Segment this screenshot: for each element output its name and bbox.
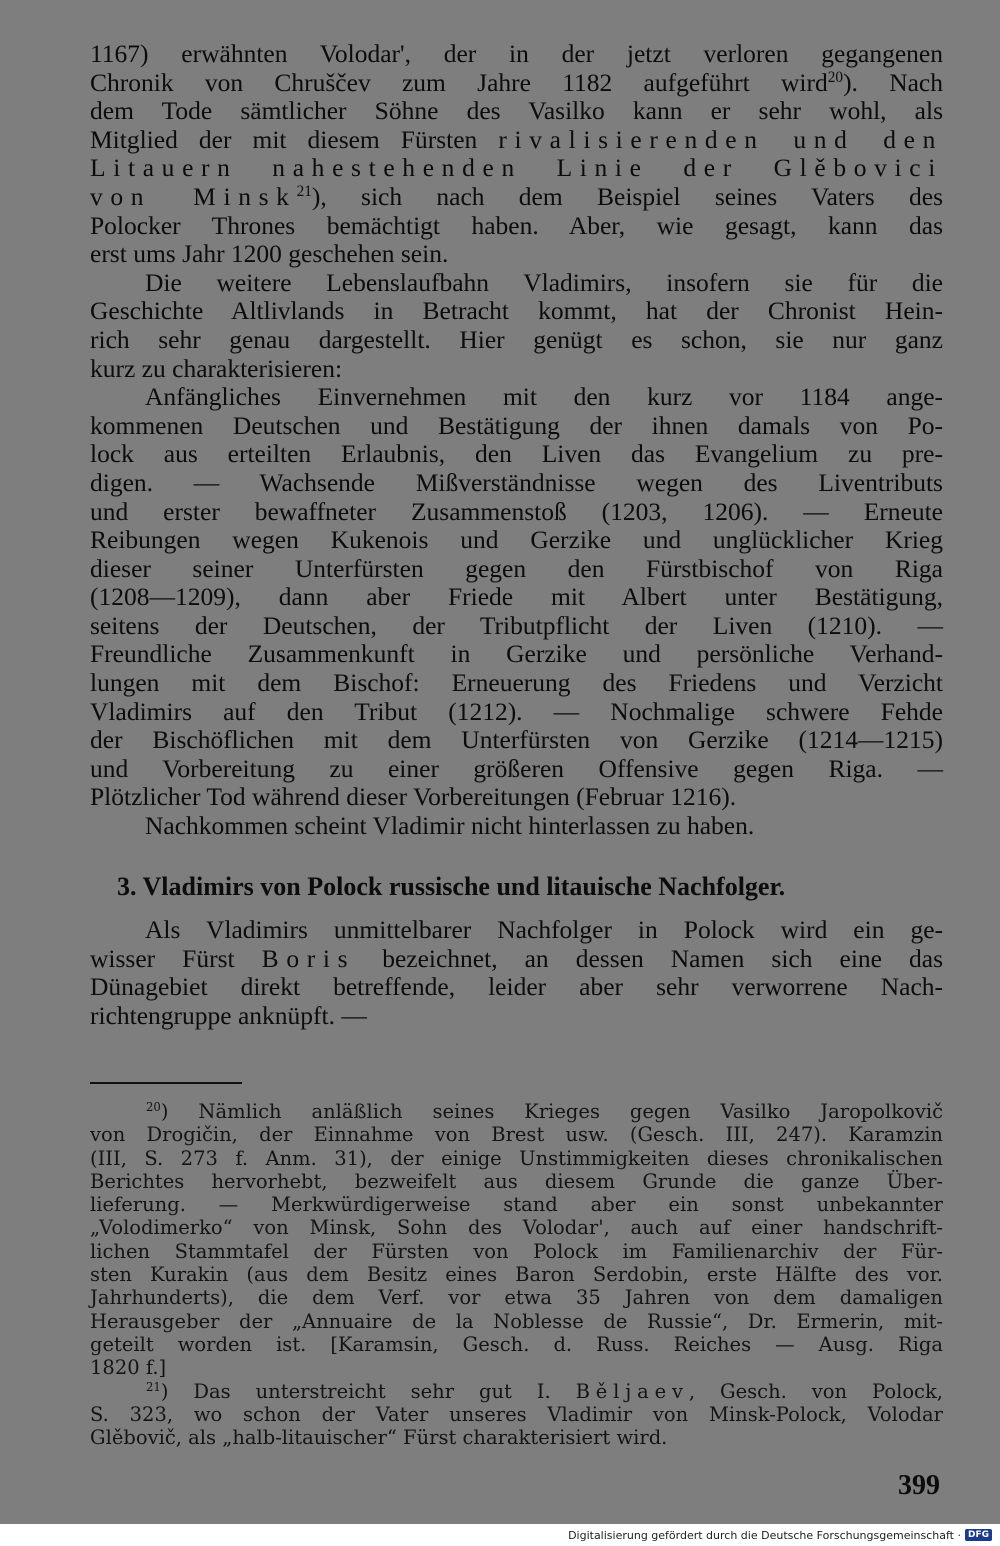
text-line: Berichtes hervorhebt, bezweifelt aus diesem Grunde die ganze Über- [90,1169,943,1193]
text-line: Glěbovič, als „halb-litauischer“ Fürst charakterisiert wird. [90,1426,668,1450]
footnote-divider [90,1082,242,1084]
text-line: der Bischöflichen mit dem Unterfürsten von Gerzike (1214—1215) [90,725,943,755]
page-number: 399 [898,1470,940,1501]
text-line: Dünagebiet direkt betreffende, leider aber sehr verworrene Nach- [90,972,943,1002]
text-line: wisser Fürst Boris bezeichnet, an dessen Namen sich eine das [90,943,943,973]
text-line: sten Kurakin (aus dem Besitz eines Baron Serdobin, erste Hälfte des vor. [90,1263,943,1287]
text-line: dem Tode sämtlicher Söhne des Vasilko kann er sehr wohl, als [90,96,943,126]
text-line: kurz zu charakterisieren: [90,353,343,383]
text-line: von Drogičin, der Einnahme von Brest usw. (Gesch. III, 247). Karamzin [90,1123,943,1147]
text-line: von Minsk$^{21}$), sich nach dem Beispiel seines Vaters des [90,181,943,211]
text-line: Litauern nahestehenden Linie der Glěbovici [90,153,943,183]
text-line: 1820 f.] [90,1356,167,1380]
credit-text: Digitalisierung gefördert durch die Deutsche Forschungsgemeinschaft · [568,1528,961,1542]
text-line: richtengruppe anknüpft. — [90,1000,367,1030]
text-line: Geschichte Altlivlands in Betracht kommt, hat der Chronist Hein- [90,296,943,326]
text-line: Plötzlicher Tod während dieser Vorbereitungen (Februar 1216). [90,782,737,812]
paragraph-4 [90,812,943,841]
footnote-20: $^{20}$) Nämlich anläßlich seines Krieges gegen Vasilko Jaropolkovič [146,1099,944,1123]
text-line: S. 323, wo schon der Vater unseres Vladimir von Minsk-Polock, Volodar [90,1402,943,1426]
text-line: Freundliche Zusammenkunft in Gerzike und persönliche Verhand- [90,639,943,669]
text-line: Jahrhunderts), die dem Verf. vor etwa 35 Jahren von dem damaligen [90,1286,943,1310]
digitization-credit [0,1524,1000,1546]
text-line: seitens der Deutschen, der Tributpflicht der Liven (1210). — [90,610,943,640]
section-heading: 3. Vladimirs von Polock russische und litauische Nachfolger. [117,872,786,901]
text-line: erst ums Jahr 1200 geschehen sein. [90,239,449,269]
paragraph-5 [90,916,943,1030]
text-line: Vladimirs auf den Tribut (1212). — Nochmalige schwere Fehde [90,696,943,726]
text-line: Herausgeber der „Annuaire de la Noblesse de Russie“, Dr. Ermerin, mit- [90,1309,943,1333]
footnote-mark-21: 21 [146,1379,161,1394]
paragraph-3 [90,383,943,812]
paragraph-2 [90,269,943,383]
footnotes [90,1100,943,1449]
paragraph-1 [90,40,943,269]
footnote-ref-20[interactable]: 20 [827,68,844,86]
text-line: geteilt worden ist. [Karamsin, Gesch. d. Russ. Reiches — Ausg. Riga [90,1332,943,1356]
footnote-mark-20: 20 [146,1099,161,1114]
text-line: lichen Stammtafel der Fürsten von Polock im Familienarchiv der Für- [90,1239,943,1263]
text-line: digen. — Wachsende Mißverständnisse wegen des Liventributs [90,467,943,497]
text-line: (1208—1209), dann aber Friede mit Albert unter Bestätigung, [90,582,943,612]
text-line: Die weitere Lebenslaufbahn Vladimirs, insofern sie für die [145,267,943,297]
text-line: rich sehr genau dargestellt. Hier genügt es schon, sie nur ganz [90,324,943,354]
text-line: (III, S. 273 f. Anm. 31), der einige Unstimmigkeiten dieses chronikalischen [90,1146,943,1170]
text-line: lungen mit dem Bischof: Erneuerung des Friedens und Verzicht [90,668,943,698]
footnote-21: $^{21}$) Das unterstreicht sehr gut I. Běljaev, Gesch. von Polock, [146,1379,943,1403]
dfg-logo: DFG [965,1529,992,1541]
text-line: lock aus erteilten Erlaubnis, den Liven das Evangelium zu pre- [90,439,943,469]
text-line: „Volodimerko“ von Minsk, Sohn des Volodar', auch auf einer handschrift- [90,1216,943,1240]
text-line: lieferung. — Merkwürdigerweise stand aber ein sonst unbekannter [90,1193,943,1217]
text-line: kommenen Deutschen und Bestätigung der ihnen damals von Po- [90,410,943,440]
text-line: Polocker Thrones bemächtigt haben. Aber, wie gesagt, kann das [90,210,943,240]
text-line: dieser seiner Unterfürsten gegen den Fürstbischof von Riga [90,553,943,583]
text-line: Anfängliches Einvernehmen mit den kurz vor 1184 ange- [145,382,943,412]
text-line: Nachkommen scheint Vladimir nicht hinterlassen zu haben. [145,811,755,841]
text-line: Als Vladimirs unmittelbarer Nachfolger in Polock wird ein ge- [145,915,943,944]
text-line: Reibungen wegen Kukenois und Gerzike und unglücklicher Krieg [90,525,943,555]
text-line: 1167) erwähnten Volodar', der in der jetzt verloren gegangenen [90,39,943,68]
text-line: Chronik von Chruščev zum Jahre 1182 aufgeführt wird$^{20}$). Nach [90,67,944,97]
page [90,39,944,1501]
text-line: und Vorbereitung zu einer größeren Offensive gegen Riga. — [90,753,943,783]
footnote-ref-21[interactable]: 21 [296,182,312,200]
text-line: und erster bewaffneter Zusammenstoß (1203, 1206). — Erneute [90,496,943,526]
text-line: Mitglied der mit diesem Fürsten rivalisierenden und den [90,124,943,154]
